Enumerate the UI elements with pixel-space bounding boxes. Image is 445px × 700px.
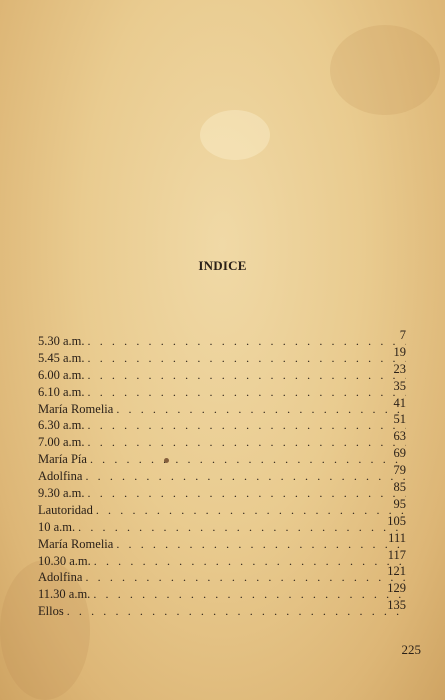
toc-entry [38,463,406,485]
toc-entry-label: 11.30 a.m. [38,587,91,602]
dot-leader [78,519,406,536]
toc-entry [38,598,406,620]
toc-entry-page: 63 [393,429,406,444]
toc-entry-label: María Romelia [38,401,114,416]
toc-entry-label: 9.30 a.m. [38,486,85,501]
toc-entry-label: Ellos [38,604,64,619]
toc-entry [38,547,406,570]
page-number: 225 [401,642,421,657]
toc-entry-page: 79 [393,463,406,478]
dot-leader [85,468,406,485]
dot-leader [67,603,406,620]
toc-entry-label: 5.30 a.m. [38,334,85,348]
table-of-contents [38,328,406,620]
toc-entry [38,564,406,586]
dot-leader [93,586,406,603]
toc-entry-page: 23 [393,361,406,376]
toc-entry-page: 135 [387,598,406,613]
toc-entry [38,361,406,384]
dot-leader [96,502,406,519]
toc-entry [38,429,406,451]
dot-leader [88,367,406,384]
dot-leader [88,485,406,502]
paper-stain [200,110,270,160]
toc-entry-label: 10.30 a.m. [38,553,91,568]
toc-entry-page: 7 [399,328,406,342]
page-title: INDICE [198,258,247,273]
toc-entry-page: 69 [393,446,406,461]
dot-leader [88,350,406,367]
dot-leader [116,536,406,553]
toc-entry-label: 10 a.m. [38,519,76,534]
toc-entry-page: 129 [387,581,406,596]
toc-entry-label: Adolfina [38,570,83,585]
toc-entry [38,496,406,519]
toc-entry [38,513,406,536]
toc-entry [38,344,406,367]
dot-leader [88,434,406,451]
toc-entry-page: 95 [393,496,406,511]
toc-entry-page: 19 [393,344,406,359]
dot-leader [116,401,406,418]
toc-entry-page: 111 [388,530,406,545]
toc-entry [38,328,406,350]
dot-leader [88,333,406,350]
toc-entry-label: 5.45 a.m. [38,350,85,365]
dot-leader [85,569,406,586]
dot-leader [94,553,406,570]
toc-entry-page: 85 [393,480,406,495]
toc-entry [38,395,406,418]
toc-entry [38,446,406,468]
paper-stain [330,25,440,115]
toc-entry-page: 41 [393,395,406,410]
toc-entry-page: 121 [387,564,406,579]
toc-entry-label: María Pía [38,452,87,467]
toc-entry-label: 6.10 a.m. [38,384,85,399]
toc-entry [38,530,406,553]
toc-entry [38,378,406,401]
toc-entry-label: Adolfina [38,469,83,484]
toc-entry-label: 6.00 a.m. [38,367,85,382]
toc-entry [38,412,406,434]
toc-entry-label: María Romelia [38,536,114,551]
toc-entry-page: 105 [387,513,406,528]
dot-leader [88,417,406,434]
toc-entry [38,480,406,502]
toc-entry-label: 7.00 a.m. [38,435,85,450]
toc-entry-page: 117 [387,547,406,562]
toc-entry-label: 6.30 a.m. [38,418,85,433]
toc-entry-page: 51 [393,412,406,427]
dot-leader [88,384,406,401]
toc-entry-label: Lautoridad [38,502,93,517]
dot-leader [90,451,406,468]
toc-entry-page: 35 [393,378,406,393]
toc-entry [38,581,406,603]
